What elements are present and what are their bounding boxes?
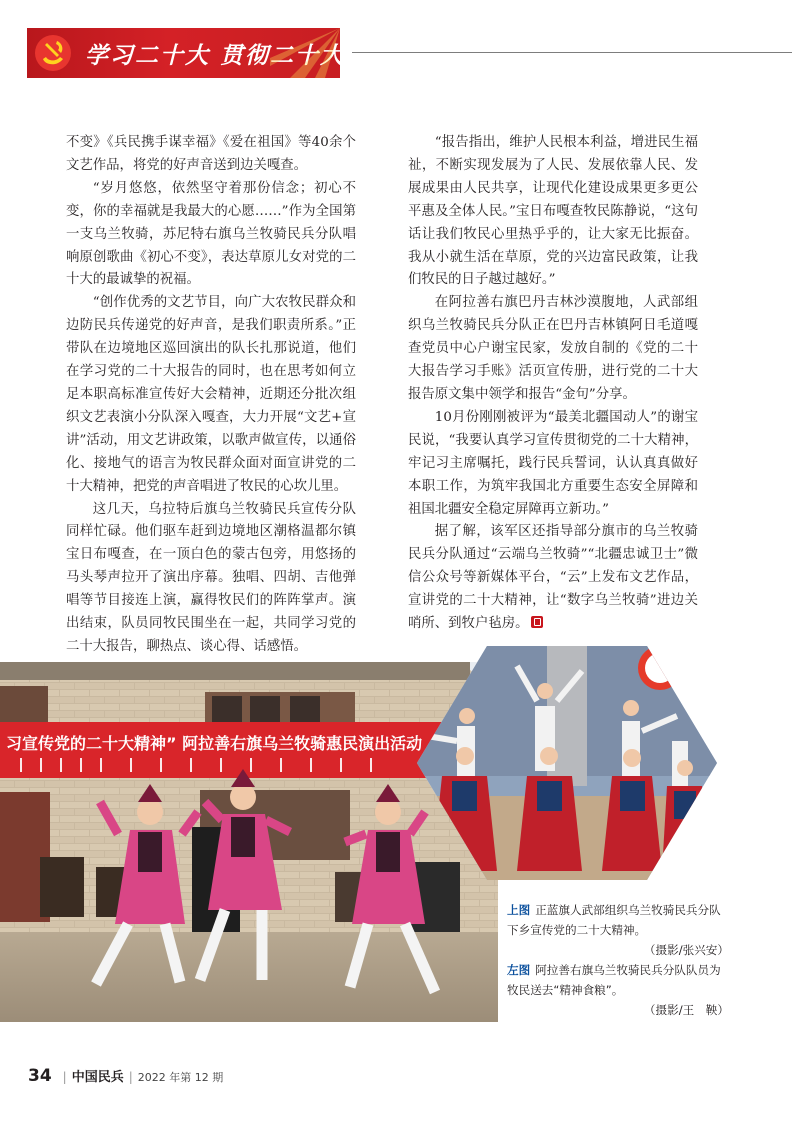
banner-rays-decoration <box>270 28 340 78</box>
paragraph-text: 据了解，该军区还指导部分旗市的乌兰牧骑民兵分队通过“云端乌兰牧骑”“北疆忠诚卫士”微信公众号等新媒体平台，“云”上发布文艺作品，宣讲党的二十大精神，让“数字乌兰牧骑”进边关哨所、到牧户毡房。 <box>408 524 698 632</box>
paragraph: “报告指出，维护人民根本利益，增进民生福祉，不断实现发展为了人民、发展依靠人民、发展成果由人民共享，让现代化建设成果更多更公平惠及全体人民。”宝日布嘎查牧民陈静说，“这句话让我们牧民心里热乎乎的，让大家无比振奋。我从小就生活在草原，党的兴边富民政策，让我们牧民的日子越过越好。” <box>408 135 698 288</box>
paragraph: 10月份刚刚被评为“最美北疆国动人”的谢宝民说，“我要认真学习宣传贯彻党的二十大精神，牢记习主席嘱托，践行民兵誓词，认认真真做好本职工作，为筑牢我国北方重要生态安全屏障和祖国北疆安全稳定屏障再立新功。” <box>408 409 698 517</box>
footer-divider: | <box>128 1070 133 1084</box>
page-footer <box>28 1066 223 1086</box>
paragraph: 这几天，乌拉特后旗乌兰牧骑民兵宣传分队同样忙碌。他们驱车赶到边境地区潮格温都尔镇宝日布嘎查，在一顶白色的蒙古包旁，用悠扬的马头琴声拉开了演出序幕。独唱、四胡、吉他弹唱等节目接连上演，赢得牧民们的阵阵掌声。演出结束，队员同牧民围坐在一起，共同学习党的二十大报告，聊热点、谈心得、话感悟。 <box>66 501 356 654</box>
paragraph: “创作优秀的文艺节目，向广大农牧民群众和边防民兵传递党的好声音，是我们职责所系。”正带队在边境地区巡回演出的队长扎那说道，他们在学习党的二十大报告的同时，也在思考如何立足本职高标准宣传好大会精神，近期还分批次组织文艺表演小分队深入嘎查，大力开展“文艺+宣讲”活动，用文艺讲政策，以歌声做宣传，以通俗化、接地气的语言为牧民群众面对面宣讲党的二十大精神，把党的声音唱进了牧民的心坎儿里。 <box>66 295 356 494</box>
caption-top <box>507 900 729 940</box>
banner-title: 学习二十大 贯彻二十大 <box>85 43 346 69</box>
footer-divider: | <box>62 1070 67 1084</box>
issue-label: 2022 年第 12 期 <box>137 1071 224 1084</box>
magazine-name: 中国民兵 <box>71 1070 124 1085</box>
page-number: 34 <box>28 1066 52 1086</box>
caption-left-label: 左图 <box>507 963 531 977</box>
caption-left-credit: （摄影/王 鞅） <box>643 1003 729 1017</box>
article-left-column <box>66 132 356 659</box>
paragraph: “岁月悠悠，依然坚守着那份信念；初心不变，你的幸福就是我最大的心愿……”作为全国第一支乌兰牧骑，苏尼特右旗乌兰牧骑民兵分队唱响原创歌曲《初心不变》，表达草原儿女对党的二十大的最诚挚的祝福。 <box>66 180 356 288</box>
caption-left <box>507 960 729 1000</box>
paragraph: 不变》《兵民携手谋幸福》《爱在祖国》等40余个文艺作品，将党的好声音送到边关嘎查。 <box>66 135 356 173</box>
header-rule <box>352 52 792 53</box>
article-right-column <box>408 132 698 636</box>
photo-captions <box>507 900 729 1020</box>
end-of-article-icon <box>531 616 543 628</box>
caption-top-label: 上图 <box>507 903 531 917</box>
photo-banner-text: 习宣传党的二十大精神” 阿拉善右旗乌兰牧骑惠民演出活动 <box>6 734 423 753</box>
caption-left-text: 阿拉善右旗乌兰牧骑民兵分队队员为牧民送去“精神食粮”。 <box>507 963 721 997</box>
paragraph: 在阿拉善右旗巴丹吉林沙漠腹地，人武部组织乌兰牧骑民兵分队正在巴丹吉林镇阿日毛道嘎查党员中心户谢宝民家，发放自制的《党的二十大报告学习手账》活页宣传册，进行党的二十大报告原文集中领学和报告“金句”分享。 <box>408 295 698 402</box>
caption-top-text: 正蓝旗人武部组织乌兰牧骑民兵分队下乡宣传党的二十大精神。 <box>507 903 721 937</box>
caption-top-credit: （摄影/张兴安） <box>643 943 729 957</box>
header-banner <box>27 28 346 78</box>
photo-hexagon-stage-dancers <box>417 646 717 880</box>
paragraph-last <box>408 521 698 636</box>
party-emblem-icon <box>33 33 73 73</box>
